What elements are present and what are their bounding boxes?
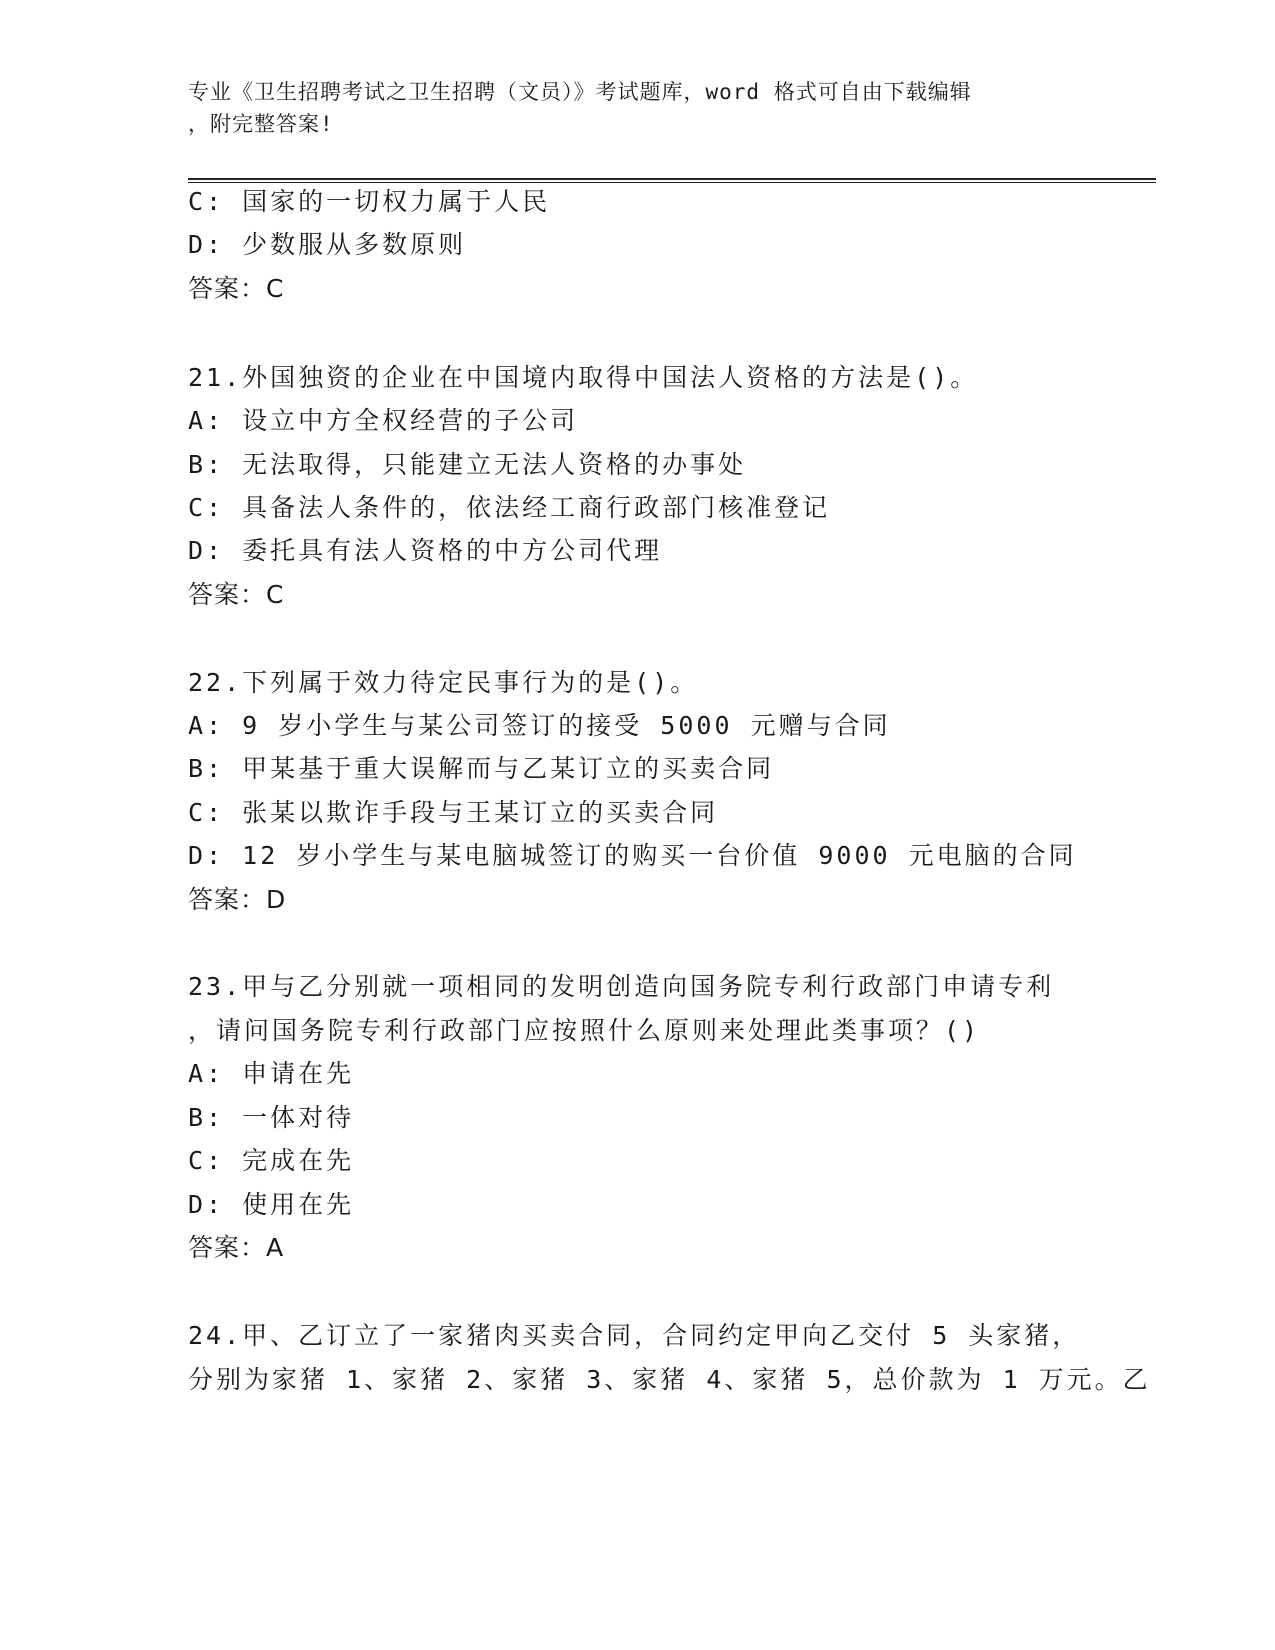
question-21-option-d: D: 委托具有法人资格的中方公司代理	[188, 536, 663, 565]
question-23-option-a: A: 申请在先	[188, 1059, 355, 1088]
question-23-option-d: D: 使用在先	[188, 1190, 355, 1219]
prev-option-c: C: 国家的一切权力属于人民	[188, 187, 551, 216]
question-21-option-a: A: 设立中方全权经营的子公司	[188, 406, 579, 435]
question-24-stem-line-2: 分别为家猪 1、家猪 2、家猪 3、家猪 4、家猪 5，总价款为 1 万元。乙	[188, 1365, 1151, 1394]
question-23-option-c: C: 完成在先	[188, 1146, 355, 1175]
header-line-1: 专业《卫生招聘考试之卫生招聘（文员）》考试题库，word 格式可自由下载编辑	[188, 80, 972, 104]
question-22-answer: 答案：D	[188, 885, 287, 914]
question-23-stem-line-1: 23.甲与乙分别就一项相同的发明创造向国务院专利行政部门申请专利	[188, 972, 1055, 1001]
prev-option-d: D: 少数服从多数原则	[188, 230, 467, 259]
question-23-option-b: B: 一体对待	[188, 1103, 355, 1132]
document-header	[188, 76, 1068, 140]
question-21-option-c: C: 具备法人条件的，依法经工商行政部门核准登记	[188, 493, 831, 522]
question-22-option-a: A: 9 岁小学生与某公司签订的接受 5000 元赠与合同	[188, 711, 891, 740]
question-23-answer: 答案：A	[188, 1233, 285, 1262]
prev-answer: 答案：C	[188, 274, 285, 303]
header-line-2: ，附完整答案!	[188, 112, 334, 136]
question-21-stem: 21.外国独资的企业在中国境内取得中国法人资格的方法是()。	[188, 363, 979, 392]
question-22-option-d: D: 12 岁小学生与某电脑城签订的购买一台价值 9000 元电脑的合同	[188, 841, 1077, 870]
question-22-option-c: C: 张某以欺诈手段与王某订立的买卖合同	[188, 798, 719, 827]
question-24-stem-line-1: 24.甲、乙订立了一家猪肉买卖合同，合同约定甲向乙交付 5 头家猪，	[188, 1321, 1081, 1350]
question-22-option-b: B: 甲某基于重大误解而与乙某订立的买卖合同	[188, 754, 775, 783]
question-22-stem: 22.下列属于效力待定民事行为的是()。	[188, 668, 699, 697]
header-divider	[188, 178, 1156, 183]
question-23-stem-line-2: ，请问国务院专利行政部门应按照什么原则来处理此类事项？()	[188, 1016, 981, 1045]
question-21-answer: 答案：C	[188, 580, 285, 609]
question-21-option-b: B: 无法取得，只能建立无法人资格的办事处	[188, 450, 747, 479]
